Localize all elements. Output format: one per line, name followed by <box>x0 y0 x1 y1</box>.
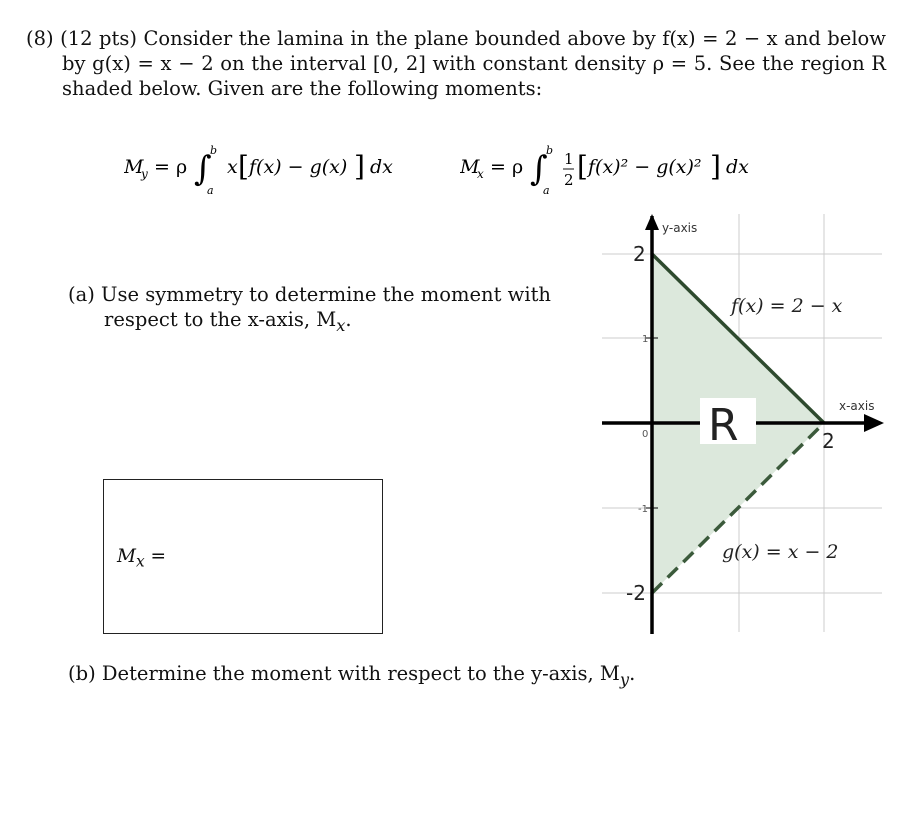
svg-text:[: [ <box>577 150 588 183</box>
svg-text:dx: dx <box>726 156 749 178</box>
formula-my-render <box>124 140 414 200</box>
part-b-label: (b) <box>68 662 96 685</box>
formula-mx-render <box>460 140 760 200</box>
svg-text:f(x) − g(x): f(x) − g(x) <box>249 156 348 178</box>
part-a-subscript: x <box>336 315 346 335</box>
svg-text:∫: ∫ <box>194 149 212 189</box>
svg-text:dx: dx <box>370 156 393 178</box>
svg-text:M: M <box>124 156 144 178</box>
part-b-text: Determine the moment with respect to the y-axis, M <box>101 662 620 685</box>
part-a-text: Use symmetry to determine the moment with respect to the x-axis, M <box>101 283 551 331</box>
svg-text:[: [ <box>238 150 249 183</box>
part-a-label: (a) <box>68 283 95 306</box>
svg-text:f(x)² − g(x)²: f(x)² − g(x)² <box>588 156 702 178</box>
answer-box-mx[interactable] <box>103 479 383 634</box>
svg-text:a: a <box>207 184 214 197</box>
y-tick-neg2: -2 <box>626 581 646 605</box>
g-label: g(x) = x − 2 <box>722 541 839 563</box>
svg-text:]: ] <box>354 150 365 183</box>
x-axis-label: x-axis <box>839 399 875 413</box>
x-tick-2: 2 <box>822 429 835 453</box>
svg-text:]: ] <box>710 150 721 183</box>
answer-label-eq: = <box>144 546 167 567</box>
svg-text:y: y <box>141 167 148 181</box>
y-tick-1: 1 <box>642 334 649 345</box>
graph-svg <box>598 212 890 640</box>
y-tick-0: 0 <box>642 429 649 440</box>
f-label: f(x) = 2 − x <box>731 295 843 317</box>
svg-text:2: 2 <box>564 171 574 189</box>
svg-text:1: 1 <box>564 150 574 168</box>
svg-text:x: x <box>477 167 484 181</box>
svg-text:b: b <box>210 144 218 157</box>
x-axis-arrow-icon <box>864 414 884 432</box>
region-graph <box>598 212 890 644</box>
y-tick-2: 2 <box>633 242 646 266</box>
part-a: (a) Use symmetry to determine the moment with respect to the x-axis, $M_x$. <box>68 283 551 335</box>
svg-text:x: x <box>227 156 238 178</box>
svg-text:∫: ∫ <box>530 149 548 189</box>
y-axis-arrow-icon <box>645 214 659 230</box>
svg-text:a: a <box>543 184 550 197</box>
svg-text:= ρ: = ρ <box>154 156 188 178</box>
problem-points: (12 pts) <box>60 27 137 50</box>
answer-label-sub: x <box>135 552 145 571</box>
svg-text:b: b <box>546 144 554 157</box>
formula-mx <box>460 140 760 200</box>
problem-statement <box>26 26 886 101</box>
svg-text:= ρ: = ρ <box>490 156 524 178</box>
region-label: R <box>708 400 739 451</box>
problem-text: Consider the lamina in the plane bounded above by f(x) = 2 − x and below by g(x) = x − 2 on the interval [0, 2] with constant density ρ = 5. See the region R shaded below. Given are the following moments: <box>62 27 886 100</box>
y-tick-neg1: -1 <box>638 504 648 515</box>
y-axis-label: y-axis <box>662 221 698 235</box>
formula-my <box>124 140 414 200</box>
problem-number: (8) <box>26 27 54 50</box>
part-b-subscript: y <box>619 669 630 689</box>
svg-text:M: M <box>460 156 480 178</box>
part-b: (b) Determine the moment with respect to the y-axis, $M_y$. <box>68 662 636 689</box>
answer-label-m: M <box>117 546 136 567</box>
answer-label <box>117 546 166 571</box>
